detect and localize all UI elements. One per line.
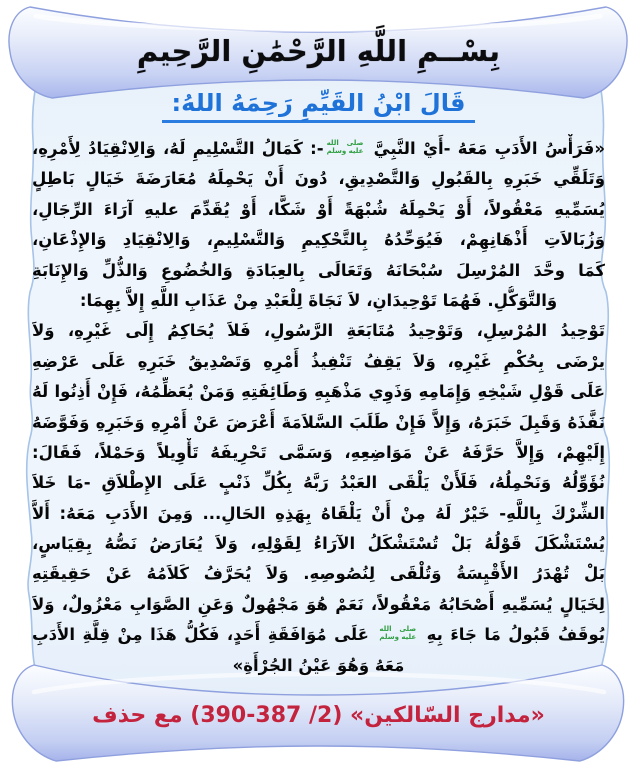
body-line: يُوقَفُ قَبُولُ مَا جَاءَ بِهِ صلى الله عليه وسلم عَلَى مُوَافَقَةِ أَحَدٍ، فَكُلُّ هَذَا مِنْ قِلَّةِ الأَدَبِ <box>32 625 605 645</box>
body-line: وَالتَّوَكُّلِ. فَهُمَا تَوْحِيدَانِ، لاَ نَجَاةَ لِلْعَبْدِ مِنْ عَذَابِ اللَّهِ إِلاَّ بِهِمَا: <box>79 290 558 310</box>
body-line: يرْضَى بِحُكْمِ غَيْرِهِ، وَلاَ يَقِفُ تَنْفِيذُ أَمْرِهِ وَتَصْدِيقُ خَبَرِهِ عَلَى عَرْضِهِ <box>32 351 605 371</box>
body-line: وَزُبَالاَتِ أَذْهَانِهِمْ، فَيُوَحِّدُهُ بِالتَّحْكِيمِ وَالتَّسْلِيمِ، وَالِانْقِيَادِ وَالإِذْعَانِ، <box>32 230 605 250</box>
body-line: يُسْتَشْكَلَ قَوْلُهُ بَلْ تُسْتَشْكَلُ الآرَاءُ لِقَوْلِهِ، وَلاَ يُعَارَضُ نَصُّهُ بِقِيَاسٍ، <box>32 534 605 554</box>
page-title: قَالَ ابْنُ القَيِّمِ رَحِمَهُ اللهُ: <box>162 89 476 123</box>
body-line: نَفَّذَهُ وَقَبِلَ خَبَرَهُ، وَإِلاَّ فَإِنْ طَلَبَ السَّلاَمَةَ أَعْرَضَ عَنْ أَمْرِهِ وَخَبَرِهِ وَفَوَّضَهُ <box>32 412 605 432</box>
pbuh-seal-icon: صلى الله عليه وسلم <box>326 138 364 155</box>
body-line: تَوْحِيدُ المُرْسِلِ، وَتَوْحِيدُ مُتَابَعَةِ الرَّسُولِ، فَلاَ يُحَاكِمُ إِلَى غَيْرِهِ، وَلاَ <box>32 321 605 341</box>
body-line: عَلَى قَوْلِ شَيْخِهِ وَإِمَامِهِ وَذَوِي مَذْهَبِهِ وَطَائِفَتِهِ وَمَنْ يُعَظِّمُهُ، فَإِنْ أَذِنُوا لَهُ <box>32 382 605 402</box>
body-line: الشِّرْكَ بِاللَّهِ- خَيْرٌ لَهُ مِنْ أَنْ يَلْقَاهُ بِهَذِهِ الحَالِ... وَمِنَ الأَدَبِ مَعَهُ: أَلاَّ <box>32 503 605 523</box>
body-line: مَعَهُ وَهُوَ عَيْنُ الجُرْأَةِ» <box>232 655 405 675</box>
bismillah-calligraphy: بِسْــمِ اللَّهِ الرَّحْمَٰنِ الرَّحِيمِ <box>136 34 501 68</box>
citation: «مدارج السّالكين» (2/ 387-390) مع حذف <box>92 703 545 728</box>
body-line: لِخَيَالٍ يُسَمِّيهِ أَصْحَابُهُ مَعْقُولاً، نَعَمْ هُوَ مَجْهُولٌ وَعَنِ الصَّوَابِ مَعْزُولٌ، وَلاَ <box>32 594 605 614</box>
body-line: وَتَلَقِّي خَبَرِهِ بِالقَبُولِ وَالتَّصْدِيقِ، دُونَ أَنْ يَحْمِلَهُ مُعَارَضَةَ خَيَالٍ بَاطِلٍ <box>32 169 605 189</box>
body-line: يُسَمِّيهِ مَعْقُولاً، أَوْ يَحْمِلَهُ شُبْهَةً أَوْ شَكًّا، أَوْ يُقَدِّمَ عليهِ آرَاءَ الرِّجَالِ، <box>32 199 605 219</box>
body-line: نُؤَوِّلُهُ وَنَحْمِلُهُ، فَلَأَنْ يَلْقَى العَبْدُ رَبَّهُ بِكُلِّ ذَنْبٍ عَلَى الإِطْلاَقِ -مَا خَلاَ <box>32 473 605 493</box>
quote-body <box>32 134 605 681</box>
body-line: «فَرَأْسُ الأَدَبِ مَعَهُ -أَيْ النَّبِيَّ صلى الله عليه وسلم-: كَمَالُ التَّسْلِيمِ لَهُ، وَالِانْقِيَادُ لِأَمْرِهِ، <box>32 138 605 158</box>
pbuh-seal-icon: صلى الله عليه وسلم <box>379 625 417 641</box>
body-line: بَلْ تُهْدَرُ الأَقْيِسَةُ وَتُلْقَى لِنُصُوصِهِ. وَلاَ يُحَرَّفُ كَلاَمُهُ عَنْ حَقِيقَتِهِ <box>32 564 605 584</box>
body-line: كَمَا وحَّدَ المُرْسِلَ سُبْحَانَهُ وَتَعَالَى بِالعِبَادَةِ وَالخُضُوعِ وَالذُّلِّ وَالإِنَابَةِ <box>32 260 605 280</box>
body-line: إِلَيْهِمْ، وَإِلاَّ حَرَّفَهُ عَنْ مَوَاضِعِهِ، وَسَمَّى تَحْرِيفَهُ تَأْوِيلاً وَحَمْلاً، فَقَالَ: <box>32 442 605 462</box>
title-row <box>0 89 637 123</box>
